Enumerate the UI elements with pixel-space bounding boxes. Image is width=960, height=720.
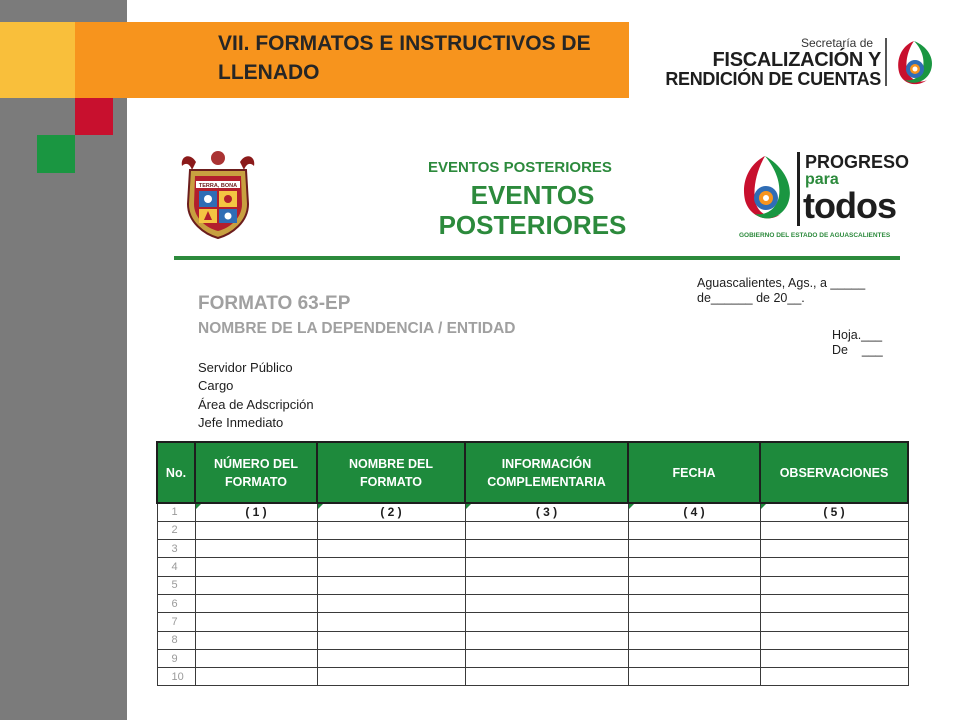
table-cell bbox=[317, 631, 465, 649]
slide-title: VII. FORMATOS E INSTRUCTIVOS DE LLENADO bbox=[218, 32, 591, 84]
row-number: 9 bbox=[157, 649, 195, 667]
header-divider bbox=[174, 256, 900, 260]
progreso-logo-word1: PROGRESO bbox=[805, 152, 910, 172]
cell-code: ( 2 ) bbox=[380, 505, 402, 520]
accent-square-red bbox=[75, 98, 113, 135]
sfrc-logo-divider bbox=[885, 38, 887, 86]
table-cell bbox=[195, 558, 317, 576]
table-cell bbox=[628, 503, 760, 521]
table-row bbox=[157, 649, 908, 667]
progreso-emblem-icon bbox=[737, 154, 793, 226]
column-header-no: No. bbox=[157, 442, 195, 503]
cell-marker bbox=[466, 504, 471, 509]
form-code: FORMATO 63-EP bbox=[198, 293, 351, 314]
table-cell bbox=[628, 649, 760, 667]
row-number: 3 bbox=[157, 540, 195, 558]
table-cell bbox=[317, 576, 465, 594]
progreso-para-todos-logo bbox=[737, 152, 910, 244]
column-header-informacion: INFORMACIÓN COMPLEMENTARIA bbox=[465, 442, 628, 503]
progreso-logo-divider bbox=[797, 152, 800, 226]
sfrc-logo-line2: FISCALIZACIÓN Y bbox=[712, 49, 881, 71]
cell-marker bbox=[761, 504, 766, 509]
row-number: 8 bbox=[157, 631, 195, 649]
field-servidor-publico: Servidor Público bbox=[198, 360, 293, 375]
field-jefe-inmediato: Jefe Inmediato bbox=[198, 414, 284, 430]
table-cell bbox=[760, 521, 908, 539]
table-row bbox=[157, 503, 908, 521]
progreso-logo-caption: GOBIERNO DEL ESTADO DE AGUASCALIENTES bbox=[739, 232, 891, 239]
table-cell bbox=[628, 521, 760, 539]
dependency-name: NOMBRE DE LA DEPENDENCIA / ENTIDAD bbox=[198, 320, 516, 337]
table-cell bbox=[465, 576, 628, 594]
sfrc-emblem-icon bbox=[891, 38, 937, 88]
table-cell bbox=[195, 503, 317, 521]
table-cell bbox=[195, 540, 317, 558]
place-date-text: Aguascalientes, Ags., a _____ de______ de 20__. bbox=[697, 276, 866, 305]
table-cell bbox=[195, 668, 317, 686]
table-cell bbox=[760, 576, 908, 594]
column-header-nombre-formato: NOMBRE DEL FORMATO bbox=[317, 442, 465, 503]
progreso-logo-word3: todos bbox=[803, 185, 896, 226]
table-cell bbox=[760, 503, 908, 521]
row-number: 4 bbox=[157, 558, 195, 576]
document-heading-big: EVENTOS POSTERIORES bbox=[438, 180, 627, 240]
table-cell bbox=[465, 594, 628, 612]
accent-square-green bbox=[37, 135, 75, 173]
table-cell bbox=[760, 540, 908, 558]
progreso-logo-word2: para bbox=[805, 171, 839, 188]
coat-of-arms-icon bbox=[176, 148, 260, 240]
table-cell bbox=[628, 631, 760, 649]
table-row bbox=[157, 631, 908, 649]
table-row bbox=[157, 594, 908, 612]
cell-code: ( 3 ) bbox=[535, 505, 558, 520]
sfrc-logo-line3: RENDICIÓN DE CUENTAS bbox=[665, 69, 881, 89]
signer-fields bbox=[198, 359, 314, 432]
cell-marker bbox=[629, 504, 634, 509]
table-cell bbox=[760, 613, 908, 631]
field-cargo: Cargo bbox=[198, 378, 234, 394]
accent-square-yellow bbox=[0, 22, 75, 98]
table-cell bbox=[317, 503, 465, 521]
table-cell bbox=[628, 613, 760, 631]
table-cell bbox=[317, 613, 465, 631]
document-heading-small: EVENTOS POSTERIORES bbox=[428, 159, 612, 176]
coat-of-arms-banner: TERRA, BONA bbox=[198, 183, 238, 189]
table-cell bbox=[465, 503, 628, 521]
table-row bbox=[157, 558, 908, 576]
table-cell bbox=[760, 631, 908, 649]
cell-marker bbox=[196, 504, 201, 509]
sfrc-logo bbox=[647, 36, 939, 92]
row-number: 2 bbox=[157, 521, 195, 539]
table-cell bbox=[317, 521, 465, 539]
events-table bbox=[156, 441, 909, 686]
column-header-numero-formato: NÚMERO DEL FORMATO bbox=[195, 442, 317, 503]
field-area-adscripcion: Área de Adscripción bbox=[198, 396, 314, 412]
table-cell bbox=[628, 668, 760, 686]
row-number: 5 bbox=[157, 576, 195, 594]
cell-code: ( 4 ) bbox=[683, 505, 705, 520]
table-cell bbox=[760, 649, 908, 667]
table-cell bbox=[628, 540, 760, 558]
table-cell bbox=[195, 594, 317, 612]
table-cell bbox=[628, 594, 760, 612]
row-number: 10 bbox=[157, 668, 195, 686]
table-cell bbox=[760, 668, 908, 686]
table-row bbox=[157, 668, 908, 686]
sheet-info: Hoja.___ De ___ bbox=[832, 328, 883, 357]
table-cell bbox=[195, 576, 317, 594]
table-row bbox=[157, 540, 908, 558]
table-cell bbox=[628, 558, 760, 576]
table-cell bbox=[195, 631, 317, 649]
row-number: 6 bbox=[157, 594, 195, 612]
row-number: 7 bbox=[157, 613, 195, 631]
table-cell bbox=[317, 649, 465, 667]
table-cell bbox=[465, 668, 628, 686]
table-cell bbox=[760, 594, 908, 612]
table-row bbox=[157, 613, 908, 631]
table-header-row bbox=[157, 442, 908, 503]
table-row bbox=[157, 521, 908, 539]
table-cell bbox=[465, 558, 628, 576]
table-row bbox=[157, 576, 908, 594]
table-cell bbox=[317, 558, 465, 576]
cell-code: ( 1 ) bbox=[245, 505, 267, 520]
table-cell bbox=[465, 613, 628, 631]
sfrc-logo-line1: Secretaría de bbox=[801, 36, 874, 50]
row-number: 1 bbox=[157, 503, 195, 521]
table-cell bbox=[465, 540, 628, 558]
table-cell bbox=[628, 576, 760, 594]
column-header-observaciones: OBSERVACIONES bbox=[760, 442, 908, 503]
cell-marker bbox=[318, 504, 323, 509]
table-cell bbox=[317, 540, 465, 558]
table-cell bbox=[760, 558, 908, 576]
table-cell bbox=[317, 668, 465, 686]
table-cell bbox=[465, 631, 628, 649]
table-cell bbox=[195, 613, 317, 631]
table-cell bbox=[195, 521, 317, 539]
table-cell bbox=[465, 521, 628, 539]
table-cell bbox=[317, 594, 465, 612]
table-cell bbox=[195, 649, 317, 667]
column-header-fecha: FECHA bbox=[628, 442, 760, 503]
cell-code: ( 5 ) bbox=[823, 505, 845, 520]
table-cell bbox=[465, 649, 628, 667]
